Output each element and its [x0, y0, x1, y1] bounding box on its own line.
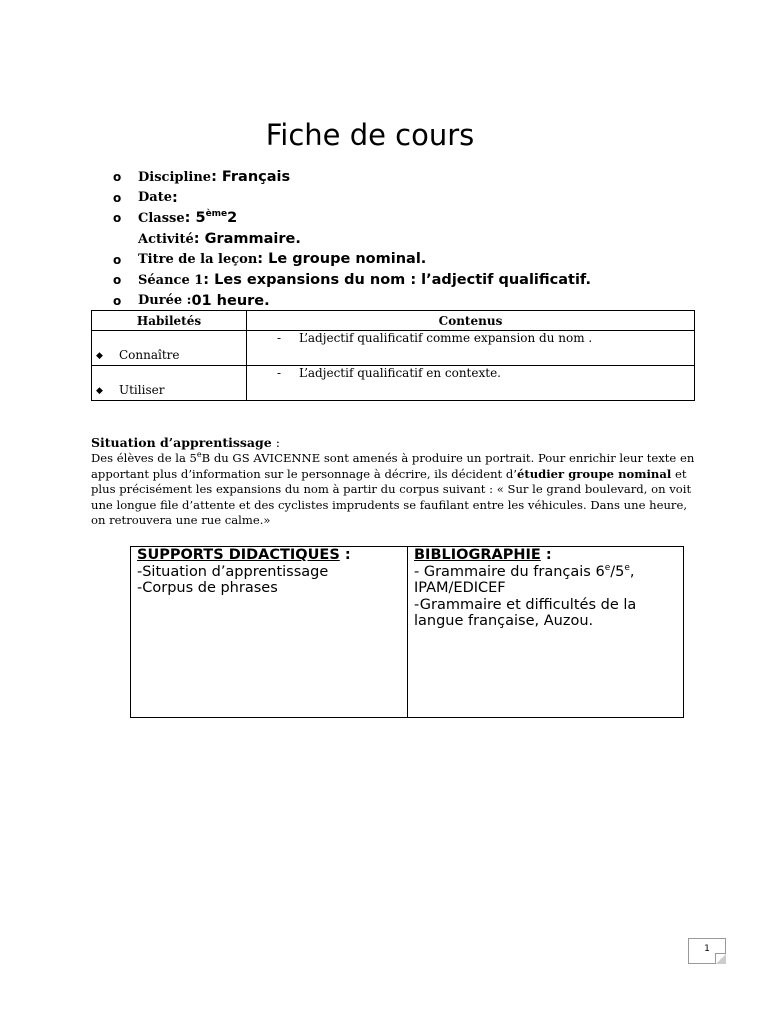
info-titre [113, 249, 591, 270]
situation-paragraph [91, 451, 701, 529]
diamond-bullet-icon: ◆ [96, 386, 103, 396]
duree-value: 01 heure. [191, 292, 270, 309]
bib-line1-pre: - Grammaire du français 6 [414, 563, 605, 580]
supports-table [130, 546, 684, 718]
bullet-marker: o [113, 252, 122, 267]
situation-title-text: Situation d’apprentissage [91, 435, 272, 450]
supports-header: SUPPORTS DIDACTIQUES [137, 547, 340, 563]
situation-title [91, 435, 280, 450]
bullet-marker: o [113, 293, 122, 308]
classe-value [185, 211, 238, 226]
skill-cell [92, 366, 247, 401]
bib-line1-post: , [629, 563, 635, 580]
info-classe [113, 208, 591, 229]
table-row [131, 547, 684, 718]
situation-text-sup: e [196, 450, 202, 460]
info-duree [113, 291, 591, 312]
skill-text: Utiliser [119, 383, 165, 397]
situation-title-colon: : [271, 435, 280, 450]
bib-line1-mid: /5 [610, 563, 625, 580]
skills-table [91, 310, 695, 401]
bullet-marker: o [113, 170, 122, 185]
content-cell [247, 331, 695, 366]
titre-value: : Le groupe nominal. [257, 251, 427, 268]
bibliography-header-colon: : [540, 547, 552, 563]
duree-label: Durée : [138, 293, 192, 309]
situation-text-1: Des élèves de la 5 [91, 451, 197, 465]
bibliography-heading [414, 547, 677, 564]
content-cell [247, 366, 695, 401]
table-row [92, 331, 695, 366]
bibliography-line: -Grammaire et difficultés de la [414, 596, 637, 613]
seance-label: Séance 1 [138, 272, 204, 288]
seance-value: : Les expansions du nom : l’adjectif qualificatif. [203, 272, 591, 289]
skill-text: Connaître [119, 348, 180, 362]
dash-marker: - [277, 331, 282, 345]
page-number-box [688, 938, 726, 964]
bullet-marker: o [113, 190, 122, 205]
page-number: 1 [704, 944, 710, 954]
diamond-bullet-icon: ◆ [96, 351, 103, 361]
header-habiletes: Habiletés [92, 311, 247, 331]
info-date [113, 188, 591, 209]
bullet-marker: o [113, 211, 122, 226]
bibliography-line: IPAM/EDICEF [414, 580, 506, 596]
course-info-list [113, 167, 591, 311]
header-contenus: Contenus [247, 311, 695, 331]
supports-cell [131, 547, 408, 718]
bullet-marker: o [113, 273, 122, 288]
skill-cell [92, 331, 247, 366]
info-seance [113, 270, 591, 291]
situation-text-bold: étudier groupe nominal [517, 466, 672, 481]
supports-header-colon: : [339, 547, 351, 563]
supports-item: -Corpus de phrases [137, 580, 278, 596]
classe-value-sup: ème [205, 209, 228, 220]
info-activite [113, 229, 591, 250]
activite-label: Activité [138, 231, 194, 247]
bibliography-cell [408, 547, 684, 718]
supports-heading [137, 547, 401, 564]
discipline-label: Discipline [138, 169, 212, 185]
bib-line1-sup2: e [624, 562, 630, 573]
date-value: : [171, 189, 178, 206]
info-discipline [113, 167, 591, 188]
situation-text-2: B du GS AVICENNE sont amenés à produire un portrait. Pour enrichir leur texte en apportant plus d’information sur le personnage à décrire, ils décident d’ [91, 451, 695, 481]
discipline-value: : Français [211, 169, 291, 186]
table-header-row [92, 311, 695, 331]
content-text: L’adjectif qualificatif comme expansion du nom . [299, 331, 593, 345]
titre-label: Titre de la leçon [138, 252, 258, 268]
activite-value: : Grammaire. [193, 230, 301, 247]
bibliography-header: BIBLIOGRAPHIE [414, 547, 541, 563]
document-title: Fiche de cours [265, 118, 475, 152]
classe-label: Classe [138, 210, 185, 226]
page-fold-icon [715, 953, 726, 964]
situation-text-3: et plus précisément les expansions du nom à partir du corpus suivant : « Sur le grand boulevard, on voit une longue file d’attente et des cyclistes imprudents se faufilant entre les véhicules. Dans une heure, on retrouvera une rue calme.» [91, 466, 692, 527]
supports-item: -Situation d’apprentissage [137, 563, 329, 580]
bibliography-line [414, 564, 677, 581]
dash-marker: - [277, 366, 282, 380]
table-row [92, 366, 695, 401]
classe-value-pre: : 5 [184, 210, 206, 227]
bibliography-line: langue française, Auzou. [414, 613, 594, 629]
classe-value-post: 2 [227, 210, 238, 227]
date-label: Date [138, 190, 172, 206]
bib-line1-sup1: e [604, 562, 611, 573]
content-text: L’adjectif qualificatif en contexte. [299, 366, 501, 380]
